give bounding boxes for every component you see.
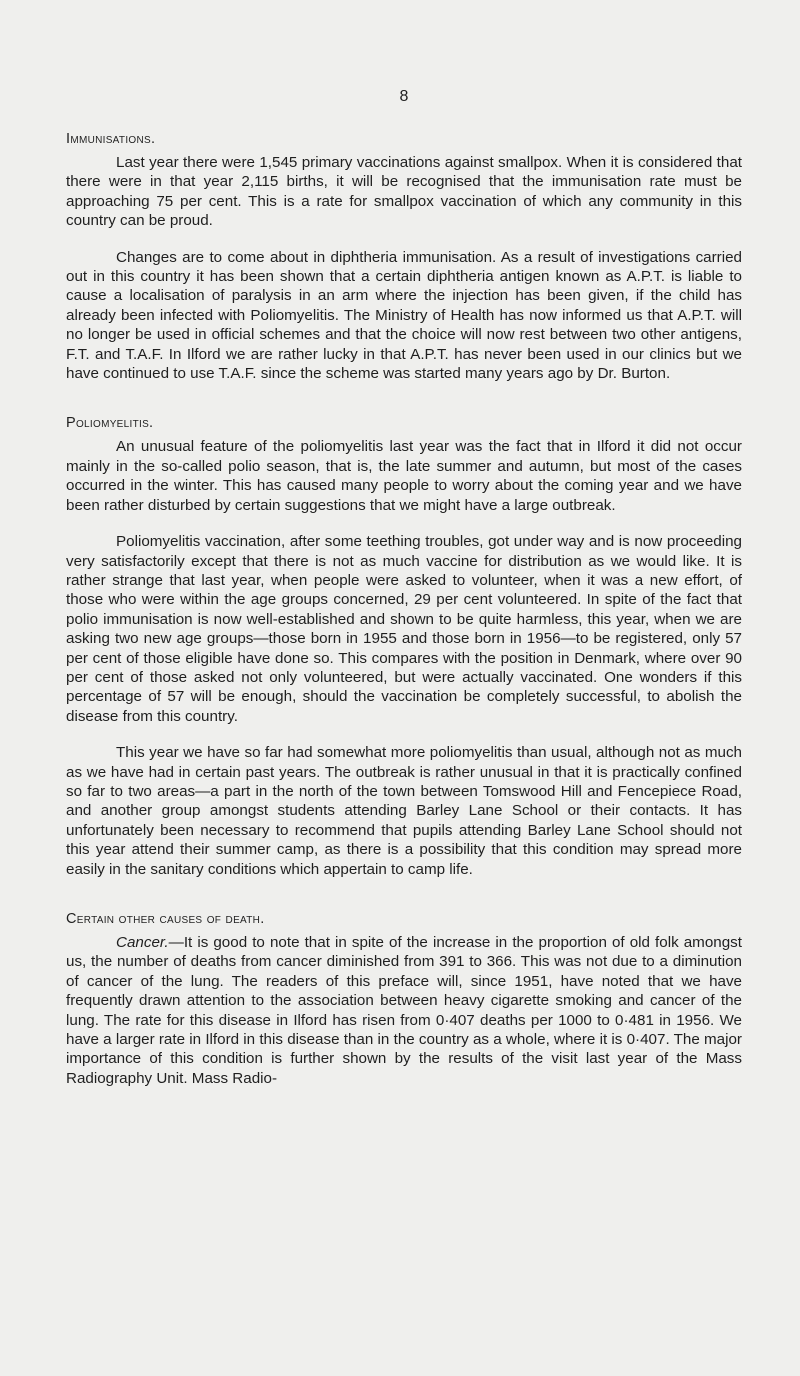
cancer-lead: Cancer. xyxy=(116,934,169,951)
section-heading: Immunisations. xyxy=(66,131,156,147)
paragraph: Poliomyelitis vaccination, after some teething troubles, got under way and is now proceeding very satisfactorily except that there is not as much vaccine for distribution as we would like. It is rather strange that last year, when people were asked to volunteer, when it was a new effort, of those who were within the age groups concerned, 29 per cent volunteered. In spite of the fact that polio immunisation is now well-established and shown to be quite harmless, this year, when we are asking two new age groups—those born in 1955 and those born in 1956—to be registered, only 57 per cent of those eligible have done so. This compares with the position in Denmark, where over 90 per cent of those asked not only volunteered, but were actually vaccinated. One wonders if this percentage of 57 will be enough, should the vaccination be completely successful, to abolish the disease from this country. xyxy=(66,533,742,725)
section-heading: Certain other causes of death. xyxy=(66,911,265,927)
section-causes-of-death xyxy=(66,910,742,1088)
section-poliomyelitis xyxy=(66,414,742,879)
paragraph: Changes are to come about in diphtheria immunisation. As a result of investigations carried out in this country it has been shown that a certain diphtheria antigen known as A.P.T. is liable to cause a localisation of paralysis in an arm where the injection has been given, if the child has already been infected with Poliomyelitis. The Ministry of Health has now informed us that A.P.T. will no longer be used in official schemes and that the choice will now rest between two other antigens, F.T. and T.A.F. In Ilford we are rather lucky in that A.P.T. has never been used in our clinics but we have continued to use T.A.F. since the scheme was started many years ago by Dr. Burton. xyxy=(66,248,742,383)
section-heading: Poliomyelitis. xyxy=(66,415,154,432)
paragraph: Last year there were 1,545 primary vaccinations against smallpox. When it is considered that there were in that year 2,115 births, it will be recognised that the immunisation rate must be approaching 75 per cent. This is a rate for smallpox vaccination of which any community in this country can be proud. xyxy=(66,154,742,230)
paragraph xyxy=(66,933,742,1088)
page-number: 8 xyxy=(399,88,409,105)
section-immunisations xyxy=(66,130,742,383)
paragraph: An unusual feature of the poliomyelitis last year was the fact that in Ilford it did not occur mainly in the so-called polio season, that is, the late summer and autumn, but most of the cases occurred in the winter. This has caused many people to worry about the coming year and we have been rather disturbed by certain suggestions that we might have a large outbreak. xyxy=(66,438,742,514)
paragraph: This year we have so far had somewhat more poliomyelitis than usual, although not as much as we have had in certain past years. The outbreak is rather unusual in that it is practically confined so far to two areas—a part in the north of the town between Tomswood Hill and Fencepiece Road, and another group amongst students attending Barley Lane School or their contacts. It has unfortunately been necessary to recommend that pupils attending Barley Lane School should not this year attend their summer camp, as there is a possibility that this condition may spread more easily in the sanitary conditions which appertain to camp life. xyxy=(66,744,742,878)
paragraph-text: —It is good to note that in spite of the increase in the proportion of old folk amongst us, the number of deaths from cancer diminished from 391 to 366. This was not due to a diminution of cancer of the lung. The readers of this preface will, since 1951, have noted that we have frequently drawn attention to the association between heavy cigarette smoking and cancer of the lung. The rate for this disease in Ilford has risen from 0·407 deaths per 1000 to 0·481 in 1956. We have a larger rate in Ilford in this disease than in the country as a whole, where it is 0·407. The major importance of this condition is further shown by the results of the visit last year of the Mass Radiography Unit. Mass Radio- xyxy=(66,934,742,1087)
